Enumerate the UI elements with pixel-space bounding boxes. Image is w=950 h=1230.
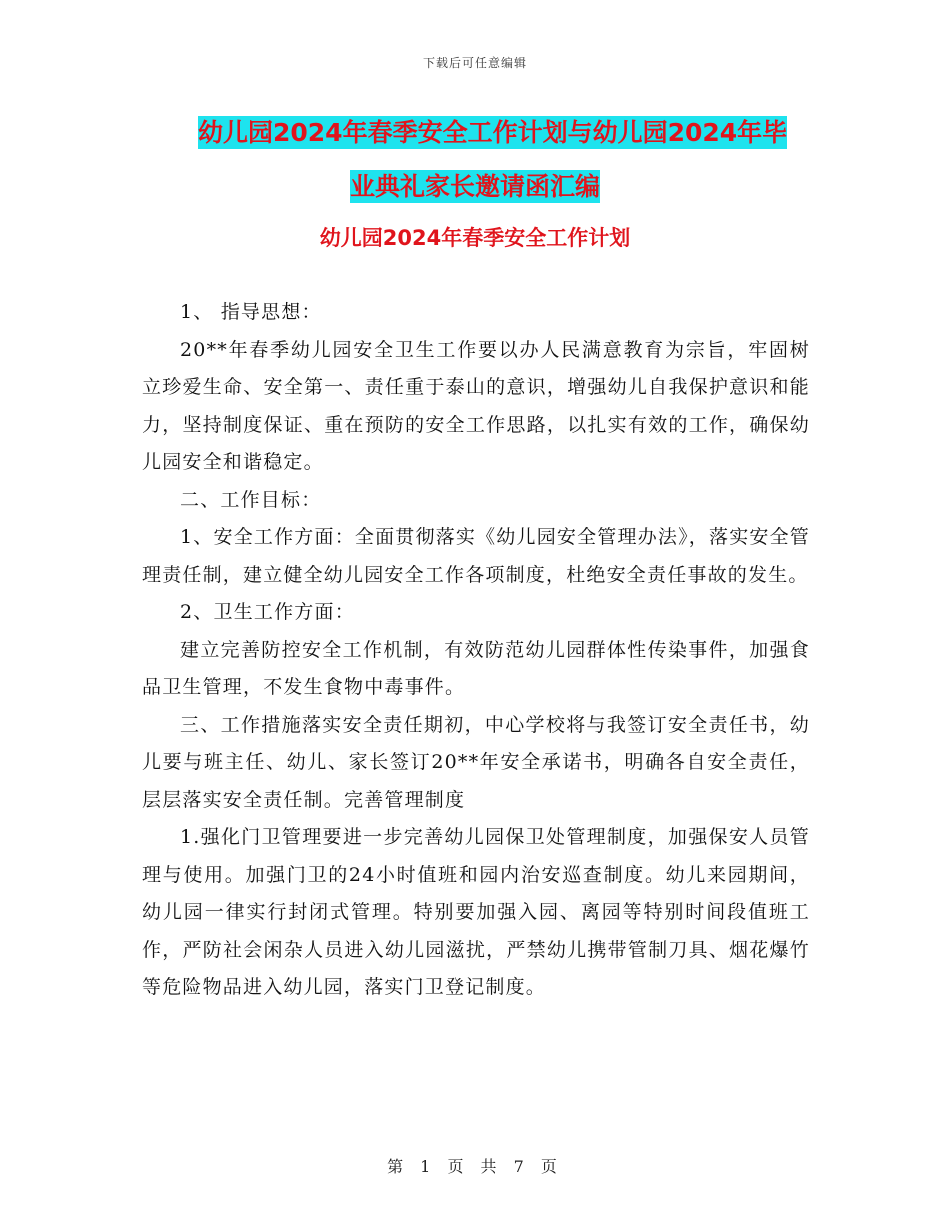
- body-text: [142, 294, 810, 1007]
- paragraph: 1.强化门卫管理要进一步完善幼儿园保卫处管理制度，加强保安人员管理与使用。加强门卫的24小时值班和园内治安巡查制度。幼儿来园期间，幼儿园一律实行封闭式管理。特别要加强入园、离园等特别时间段值班工作，严防社会闲杂人员进入幼儿园滋扰，严禁幼儿携带管制刀具、烟花爆竹等危险物品进入幼儿园，落实门卫登记制度。: [142, 826, 810, 998]
- paragraph: 1、 指导思想：: [180, 301, 322, 323]
- paragraph: 2、卫生工作方面：: [180, 601, 355, 623]
- title-line-1-wrap: [198, 108, 950, 158]
- paragraph: 20**年春季幼儿园安全卫生工作要以办人民满意教育为宗旨，牢固树立珍爱生命、安全第一、责任重于泰山的意识，增强幼儿自我保护意识和能力，坚持制度保证、重在预防的安全工作思路，以扎实有效的工作，确保幼儿园安全和谐稳定。: [142, 338, 810, 473]
- title-line-1: 幼儿园2024年春季安全工作计划与幼儿园2024年毕: [198, 118, 788, 147]
- header-note: 下载后可任意编辑: [422, 56, 527, 70]
- paragraph: 二、工作目标：: [180, 488, 322, 511]
- title-line-2: 业典礼家长邀请函汇编: [349, 172, 600, 201]
- document-title: [0, 108, 950, 212]
- paragraph: 三、工作措施落实安全责任期初，中心学校将与我签订安全责任书，幼儿要与班主任、幼儿、家长签订20**年安全承诺书，明确各自安全责任，层层落实安全责任制。完善管理制度: [142, 713, 810, 811]
- paragraph: 建立完善防控安全工作机制，有效防范幼儿园群体性传染事件，加强食品卫生管理，不发生食物中毒事件。: [142, 638, 810, 698]
- title-line-2-wrap: [0, 162, 950, 212]
- page-number-footer: 第 1 页 共 7 页: [387, 1157, 563, 1176]
- section-title: 幼儿园2024年春季安全工作计划: [319, 226, 631, 250]
- paragraph: 1、安全工作方面：全面贯彻落实《幼儿园安全管理办法》，落实安全管理责任制，建立健全幼儿园安全工作各项制度，杜绝安全责任事故的发生。: [142, 526, 810, 586]
